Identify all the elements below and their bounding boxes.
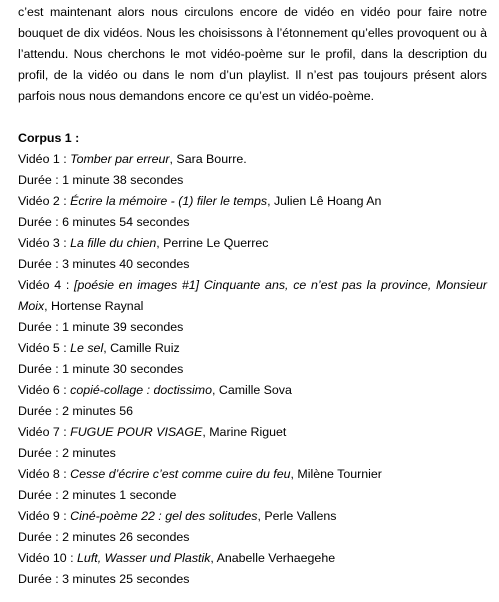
video-author: , Camille Sova <box>212 383 292 397</box>
video-author: , Hortense Raynal <box>44 299 144 313</box>
video-author: , Anabelle Verhaegehe <box>210 551 336 565</box>
video-duration: Durée : 1 minute 38 secondes <box>18 173 184 187</box>
video-duration: Durée : 2 minutes <box>18 446 116 460</box>
video-title: [poésie en images #1] Cinquante ans, ce n’est pas la province, Monsieur Moix <box>18 278 487 313</box>
video-prefix: Vidéo 6 : <box>18 383 71 397</box>
video-duration: Durée : 2 minutes 56 <box>18 404 134 418</box>
video-title: copié-collage : doctissimo <box>70 383 213 397</box>
video-prefix: Vidéo 1 : <box>18 152 71 166</box>
video-prefix: Vidéo 2 : <box>18 194 71 208</box>
video-entry <box>18 275 487 317</box>
intro-line: profil, de la vidéo ou dans le nom d’un playlist. Il n’est pas toujours présent alors <box>18 68 487 82</box>
video-prefix: Vidéo 3 : <box>18 236 71 250</box>
intro-line: l’attendu. Nous cherchons le mot vidéo-poème sur le profil, dans la description du <box>18 47 487 61</box>
video-title: La fille du chien <box>70 236 157 250</box>
video-entry <box>18 149 487 170</box>
video-title: Le sel <box>70 341 104 355</box>
video-duration: Durée : 2 minutes 1 seconde <box>18 488 177 502</box>
video-duration: Durée : 1 minute 39 secondes <box>18 320 184 334</box>
video-duration: Durée : 1 minute 30 secondes <box>18 362 184 376</box>
video-prefix: Vidéo 9 : <box>18 509 71 523</box>
corpus-heading: Corpus 1 : <box>18 131 80 145</box>
corpus-list <box>18 149 487 590</box>
video-entry <box>18 380 487 401</box>
video-title: Écrire la mémoire - (1) filer le temps <box>70 194 268 208</box>
video-prefix: Vidéo 10 : <box>18 551 78 565</box>
video-title: Tomber par erreur <box>70 152 170 166</box>
video-prefix: Vidéo 7 : <box>18 425 71 439</box>
video-duration: Durée : 2 minutes 26 secondes <box>18 530 190 544</box>
video-title: Luft, Wasser und Plastik <box>77 551 211 565</box>
video-duration: Durée : 3 minutes 25 secondes <box>18 572 190 586</box>
video-entry <box>18 233 487 254</box>
video-author: , Perrine Le Querrec <box>156 236 269 250</box>
video-author: , Camille Ruiz <box>103 341 180 355</box>
video-entry <box>18 548 487 569</box>
video-title: FUGUE POUR VISAGE <box>70 425 203 439</box>
video-duration: Durée : 6 minutes 54 secondes <box>18 215 190 229</box>
video-title: Cesse d’écrire c’est comme cuire du feu <box>70 467 291 481</box>
video-entry <box>18 422 487 443</box>
video-author: , Milène Tournier <box>290 467 382 481</box>
video-title: Ciné-poème 22 : gel des solitudes <box>70 509 258 523</box>
video-prefix: Vidéo 4 : <box>18 278 74 292</box>
intro-line: parfois nous nous demandons encore ce qu’est un vidéo-poème. <box>18 89 375 103</box>
video-author: , Perle Vallens <box>257 509 337 523</box>
intro-line: c’est maintenant alors nous circulons encore de vidéo en vidéo pour faire notre <box>18 5 487 19</box>
video-entry <box>18 506 487 527</box>
video-entry <box>18 191 487 212</box>
video-prefix: Vidéo 5 : <box>18 341 71 355</box>
video-entry <box>18 338 487 359</box>
video-author: , Sara Bourre. <box>169 152 247 166</box>
intro-paragraph <box>18 2 487 107</box>
video-entry <box>18 464 487 485</box>
video-duration: Durée : 3 minutes 40 secondes <box>18 257 190 271</box>
video-prefix: Vidéo 8 : <box>18 467 71 481</box>
video-author: , Julien Lê Hoang An <box>267 194 382 208</box>
intro-line: bouquet de dix vidéos. Nous les choisissons à l’étonnement qu’elles provoquent ou à <box>18 26 487 40</box>
video-author: , Marine Riguet <box>202 425 287 439</box>
